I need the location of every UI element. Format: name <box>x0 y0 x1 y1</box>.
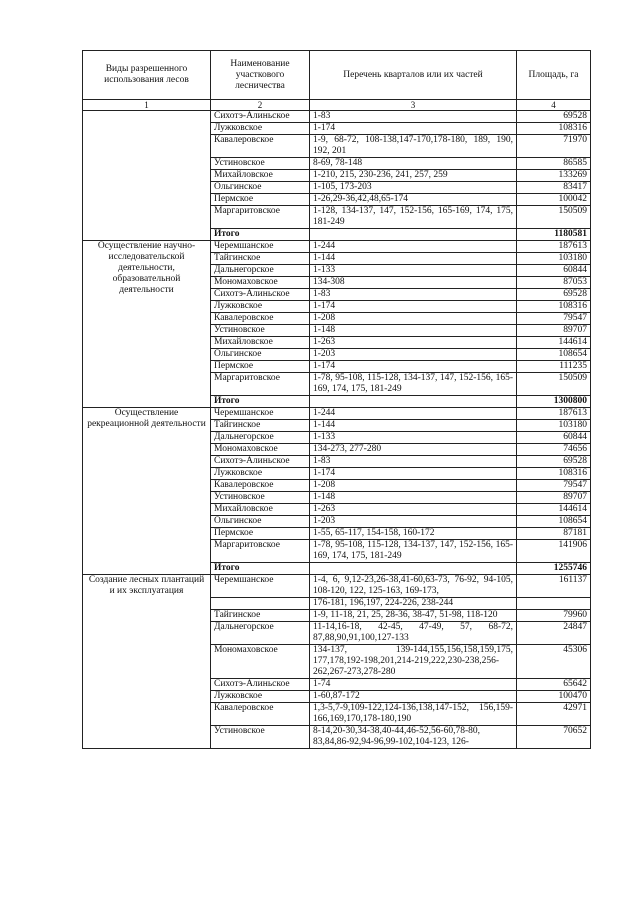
block-range-cell: 1-9, 11-18, 21, 25, 28-36, 38-47, 51-98, 118-120 <box>310 610 517 622</box>
column-number: 3 <box>310 100 517 111</box>
total-label: Итого <box>211 396 310 408</box>
area-cell: 141906 <box>517 540 591 563</box>
forestry-name-cell: Устиновское <box>211 325 310 337</box>
block-range-cell: 1-174 <box>310 301 517 313</box>
column-number: 1 <box>83 100 211 111</box>
block-range-cell: 134-137, 139-144,155,156,158,159,175, 177,178,192-198,201,214-219,222,230-238,256-262,267-273,278-280 <box>310 645 517 679</box>
area-cell: 144614 <box>517 504 591 516</box>
block-range-cell: 134-273, 277-280 <box>310 444 517 456</box>
block-range-cell: 1-9, 68-72, 108-138,147-170,178-180, 189, 190, 192, 201 <box>310 135 517 158</box>
area-cell: 79960 <box>517 610 591 622</box>
table-row <box>83 241 591 253</box>
block-range-cell: 11-14,16-18, 42-45, 47-49, 57, 68-72, 87,88,90,91,100,127-133 <box>310 622 517 645</box>
area-cell: 79547 <box>517 313 591 325</box>
block-range-cell: 1-128, 134-137, 147, 152-156, 165-169, 174, 175, 181-249 <box>310 206 517 229</box>
use-type-cell: Осуществление научно-исследовательской деятельности, образовательной деятельности <box>83 241 211 408</box>
forest-use-table <box>82 50 591 749</box>
forestry-name-cell: Устиновское <box>211 492 310 504</box>
forestry-name-cell: Кавалеровское <box>211 703 310 726</box>
block-range-cell: 1-144 <box>310 253 517 265</box>
block-range-cell: 1-174 <box>310 468 517 480</box>
forestry-name-cell: Дальнегорское <box>211 432 310 444</box>
area-cell: 87053 <box>517 277 591 289</box>
block-range-cell: 1-105, 173-203 <box>310 182 517 194</box>
area-cell: 83417 <box>517 182 591 194</box>
forestry-name-cell: Пермское <box>211 194 310 206</box>
forestry-name-cell: Лужковское <box>211 468 310 480</box>
block-range-cell: 1-4, 6, 9,12-23,26-38,41-60,63-73, 76-92, 94-105, 108-120, 122, 125-163, 169-173, <box>310 575 517 598</box>
area-cell: 69528 <box>517 289 591 301</box>
block-range-cell: 1-74 <box>310 679 517 691</box>
table-header-row <box>83 51 591 100</box>
area-cell: 108316 <box>517 468 591 480</box>
block-range-cell: 1-148 <box>310 492 517 504</box>
forestry-name-cell: Кавалеровское <box>211 313 310 325</box>
block-range-cell: 8-69, 78-148 <box>310 158 517 170</box>
total-label: Итого <box>211 563 310 575</box>
total-blank-cell <box>310 229 517 241</box>
block-range-cell: 1-78, 95-108, 115-128, 134-137, 147, 152-156, 165-169, 174, 175, 181-249 <box>310 373 517 396</box>
forestry-name-cell: Сихотэ-Алиньское <box>211 111 310 123</box>
block-range-cell: 1-55, 65-117, 154-158, 160-172 <box>310 528 517 540</box>
total-area-cell: 1300800 <box>517 396 591 408</box>
area-cell: 45306 <box>517 645 591 679</box>
area-cell: 108654 <box>517 516 591 528</box>
forestry-name-cell: Ольгинское <box>211 516 310 528</box>
forestry-name-cell: Сихотэ-Алиньское <box>211 289 310 301</box>
forestry-name-cell: Дальнегорское <box>211 265 310 277</box>
area-cell: 86585 <box>517 158 591 170</box>
total-blank-cell <box>310 396 517 408</box>
area-cell: 70652 <box>517 726 591 749</box>
area-cell: 108316 <box>517 301 591 313</box>
block-range-cell: 1-174 <box>310 361 517 373</box>
forestry-name-cell: Михайловское <box>211 337 310 349</box>
area-cell: 71970 <box>517 135 591 158</box>
block-range-cell: 1-203 <box>310 349 517 361</box>
total-label: Итого <box>211 229 310 241</box>
block-range-cell: 1-244 <box>310 408 517 420</box>
block-range-cell: 1-263 <box>310 337 517 349</box>
forestry-name-cell: Черемшанское <box>211 408 310 420</box>
block-range-cell: 1-83 <box>310 289 517 301</box>
forestry-name-cell: Дальнегорское <box>211 622 310 645</box>
area-cell: 65642 <box>517 679 591 691</box>
forestry-name-cell: Кавалеровское <box>211 135 310 158</box>
block-range-cell: 1-208 <box>310 480 517 492</box>
area-cell: 100042 <box>517 194 591 206</box>
area-cell: 111235 <box>517 361 591 373</box>
block-range-cell: 176-181, 196,197, 224-226, 238-244 <box>310 598 517 610</box>
block-range-cell: 1-203 <box>310 516 517 528</box>
area-cell: 187613 <box>517 241 591 253</box>
table-row <box>83 111 591 123</box>
column-numbers-row <box>83 100 591 111</box>
block-range-cell: 1-133 <box>310 432 517 444</box>
header-block-list: Перечень кварталов или их частей <box>310 51 517 100</box>
forestry-name-cell: Михайловское <box>211 504 310 516</box>
block-range-cell: 1,3-5,7-9,109-122,124-136,138,147-152, 156,159-166,169,170,178-180,190 <box>310 703 517 726</box>
area-cell: 60844 <box>517 432 591 444</box>
total-area-cell: 1255746 <box>517 563 591 575</box>
area-cell: 187613 <box>517 408 591 420</box>
area-cell: 60844 <box>517 265 591 277</box>
table-row <box>83 408 591 420</box>
forestry-name-cell: Сихотэ-Алиньское <box>211 679 310 691</box>
use-type-cell <box>83 111 211 241</box>
area-cell: 74656 <box>517 444 591 456</box>
area-cell: 150509 <box>517 206 591 229</box>
forestry-name-cell: Тайгинское <box>211 420 310 432</box>
area-cell: 79547 <box>517 480 591 492</box>
block-range-cell: 1-60,87-172 <box>310 691 517 703</box>
block-range-cell: 1-133 <box>310 265 517 277</box>
area-cell: 133269 <box>517 170 591 182</box>
forestry-name-cell: Мономаховское <box>211 277 310 289</box>
area-cell <box>517 598 591 610</box>
forestry-name-cell <box>211 598 310 610</box>
area-cell: 87181 <box>517 528 591 540</box>
block-range-cell: 1-83 <box>310 456 517 468</box>
forestry-name-cell: Маргаритовское <box>211 373 310 396</box>
total-area-cell: 1180581 <box>517 229 591 241</box>
header-forestry-name: Наименование участкового лесничества <box>211 51 310 100</box>
block-range-cell: 1-208 <box>310 313 517 325</box>
block-range-cell: 8-14,20-30,34-38,40-44,46-52,56-60,78-80, 83,84,86-92,94-96,99-102,104-123, 126- <box>310 726 517 749</box>
forestry-name-cell: Сихотэ-Алиньское <box>211 456 310 468</box>
area-cell: 42971 <box>517 703 591 726</box>
forestry-name-cell: Тайгинское <box>211 253 310 265</box>
area-cell: 161137 <box>517 575 591 598</box>
area-cell: 69528 <box>517 456 591 468</box>
block-range-cell: 1-78, 95-108, 115-128, 134-137, 147, 152-156, 165-169, 174, 175, 181-249 <box>310 540 517 563</box>
block-range-cell: 1-148 <box>310 325 517 337</box>
forestry-name-cell: Кавалеровское <box>211 480 310 492</box>
column-number: 4 <box>517 100 591 111</box>
block-range-cell: 1-263 <box>310 504 517 516</box>
forestry-name-cell: Ольгинское <box>211 349 310 361</box>
block-range-cell: 1-26,29-36,42,48,65-174 <box>310 194 517 206</box>
header-area: Площадь, га <box>517 51 591 100</box>
block-range-cell: 1-210, 215, 230-236, 241, 257, 259 <box>310 170 517 182</box>
area-cell: 144614 <box>517 337 591 349</box>
total-blank-cell <box>310 563 517 575</box>
forestry-name-cell: Маргаритовское <box>211 206 310 229</box>
forestry-name-cell: Мономаховское <box>211 645 310 679</box>
forestry-name-cell: Устиновское <box>211 158 310 170</box>
block-range-cell: 1-144 <box>310 420 517 432</box>
forestry-name-cell: Пермское <box>211 361 310 373</box>
table-body <box>83 111 591 749</box>
forestry-name-cell: Черемшанское <box>211 575 310 598</box>
area-cell: 24847 <box>517 622 591 645</box>
forestry-name-cell: Тайгинское <box>211 610 310 622</box>
forestry-name-cell: Лужковское <box>211 301 310 313</box>
forestry-name-cell: Михайловское <box>211 170 310 182</box>
area-cell: 103180 <box>517 420 591 432</box>
forestry-name-cell: Лужковское <box>211 691 310 703</box>
area-cell: 69528 <box>517 111 591 123</box>
area-cell: 108316 <box>517 123 591 135</box>
area-cell: 103180 <box>517 253 591 265</box>
forestry-name-cell: Маргаритовское <box>211 540 310 563</box>
column-number: 2 <box>211 100 310 111</box>
block-range-cell: 1-174 <box>310 123 517 135</box>
use-type-cell: Создание лесных плантаций и их эксплуатация <box>83 575 211 749</box>
forestry-name-cell: Пермское <box>211 528 310 540</box>
area-cell: 89707 <box>517 325 591 337</box>
block-range-cell: 1-244 <box>310 241 517 253</box>
area-cell: 150509 <box>517 373 591 396</box>
header-use-type: Виды разрешенного использования лесов <box>83 51 211 100</box>
area-cell: 108654 <box>517 349 591 361</box>
area-cell: 100470 <box>517 691 591 703</box>
forestry-name-cell: Черемшанское <box>211 241 310 253</box>
forestry-name-cell: Ольгинское <box>211 182 310 194</box>
forestry-name-cell: Устиновское <box>211 726 310 749</box>
forestry-name-cell: Лужковское <box>211 123 310 135</box>
block-range-cell: 134-308 <box>310 277 517 289</box>
block-range-cell: 1-83 <box>310 111 517 123</box>
forestry-name-cell: Мономаховское <box>211 444 310 456</box>
use-type-cell: Осуществление рекреационной деятельности <box>83 408 211 575</box>
area-cell: 89707 <box>517 492 591 504</box>
table-row <box>83 575 591 598</box>
